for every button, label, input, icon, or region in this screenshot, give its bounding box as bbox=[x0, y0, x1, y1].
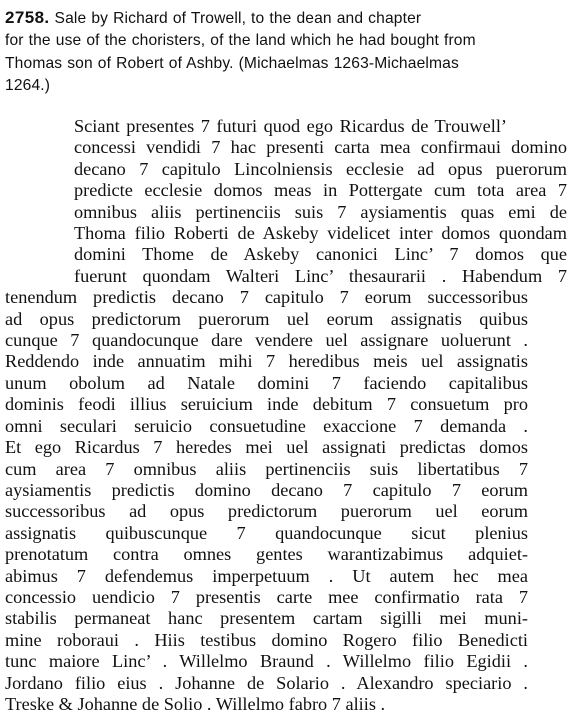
charter-line: mine roboraui . Hiis testibus domino Rogero filio Benedicti bbox=[5, 629, 528, 650]
charter-line: concessi vendidi 7 hac presenti carta mea confirmaui domino bbox=[74, 137, 567, 158]
charter-line: decano 7 capitulo Lincolniensis ecclesie ad opus puerorum bbox=[74, 158, 567, 179]
summary-line: 1264.) bbox=[5, 76, 51, 94]
summary-line: for the use of the choristers, of the land which he had bought from bbox=[5, 32, 476, 50]
charter-line: tunc maiore Linc’ . Willelmo Braund . Willelmo filio Egidii . bbox=[5, 651, 528, 672]
charter-line: cunque 7 quandocunque dare vendere uel assignare uoluerunt . bbox=[5, 330, 528, 351]
entry-number: 2758. bbox=[5, 8, 50, 27]
charter-line: predicte ecclesie domos meas in Pottergate cum tota area 7 bbox=[74, 180, 567, 201]
charter-line: tenendum predictis decano 7 capitulo 7 eorum successoribus bbox=[5, 287, 528, 308]
charter-line: Thoma filio Roberti de Askeby videlicet inter domos quondam bbox=[74, 223, 567, 244]
charter-line: fuerunt quondam Walteri Linc’ thesaurarii . Habendum 7 bbox=[74, 265, 567, 286]
charter-line: concessio uendicio 7 presentis carte mee confirmatio rata 7 bbox=[5, 586, 528, 607]
charter-line: Treske & Johanne de Solio . Willelmo fabro 7 aliis . bbox=[5, 693, 386, 714]
summary-line: Thomas son of Robert of Ashby. (Michaelmas 1263-Michaelmas bbox=[5, 54, 459, 72]
charter-line: assignatis quibuscunque 7 quandocunque sicut plenius bbox=[5, 522, 528, 543]
charter-line: abimus 7 defendemus imperpetuum . Ut autem hec mea bbox=[5, 565, 528, 586]
charter-line: successoribus ad opus predictorum puerorum uel eorum bbox=[5, 501, 528, 522]
charter-line: stabilis permaneat hanc presentem cartam sigilli mei muni- bbox=[5, 608, 528, 629]
charter-line: ad opus predictorum puerorum uel eorum assignatis quibus bbox=[5, 308, 528, 329]
charter-line: omni seculari seruicio consuetudine exaccione 7 demanda . bbox=[5, 415, 528, 436]
charter-line: Sciant presentes 7 futuri quod ego Ricardus de Trouwell’ bbox=[74, 116, 507, 136]
charter-line: Reddendo inde annuatim mihi 7 heredibus meis uel assignatis bbox=[5, 351, 528, 372]
charter-line: dominis feodi illius seruicium inde debitum 7 consuetum pro bbox=[5, 394, 528, 415]
charter-text bbox=[0, 116, 576, 715]
summary-line: 2758. Sale by Richard of Trowell, to the dean and chapter bbox=[5, 8, 422, 27]
charter-line: Et ego Ricardus 7 heredes mei uel assignati predictas domos bbox=[5, 437, 528, 458]
charter-line: unum obolum ad Natale domini 7 faciendo capitalibus bbox=[5, 372, 528, 393]
charter-line: domini Thome de Askeby canonici Linc’ 7 domos que bbox=[74, 244, 567, 265]
charter-line: omnibus aliis pertinenciis suis 7 aysiamentis quas emi de bbox=[74, 201, 567, 222]
charter-line: prenotatum contra omnes gentes warantizabimus adquiet- bbox=[5, 544, 528, 565]
charter-line: aysiamentis predictis domino decano 7 capitulo 7 eorum bbox=[5, 479, 528, 500]
entry-summary bbox=[5, 7, 570, 97]
charter-line: cum area 7 omnibus aliis pertinenciis suis libertatibus 7 bbox=[5, 458, 528, 479]
charter-line: Jordano filio eius . Johanne de Solario . Alexandro speciario . bbox=[5, 672, 528, 693]
